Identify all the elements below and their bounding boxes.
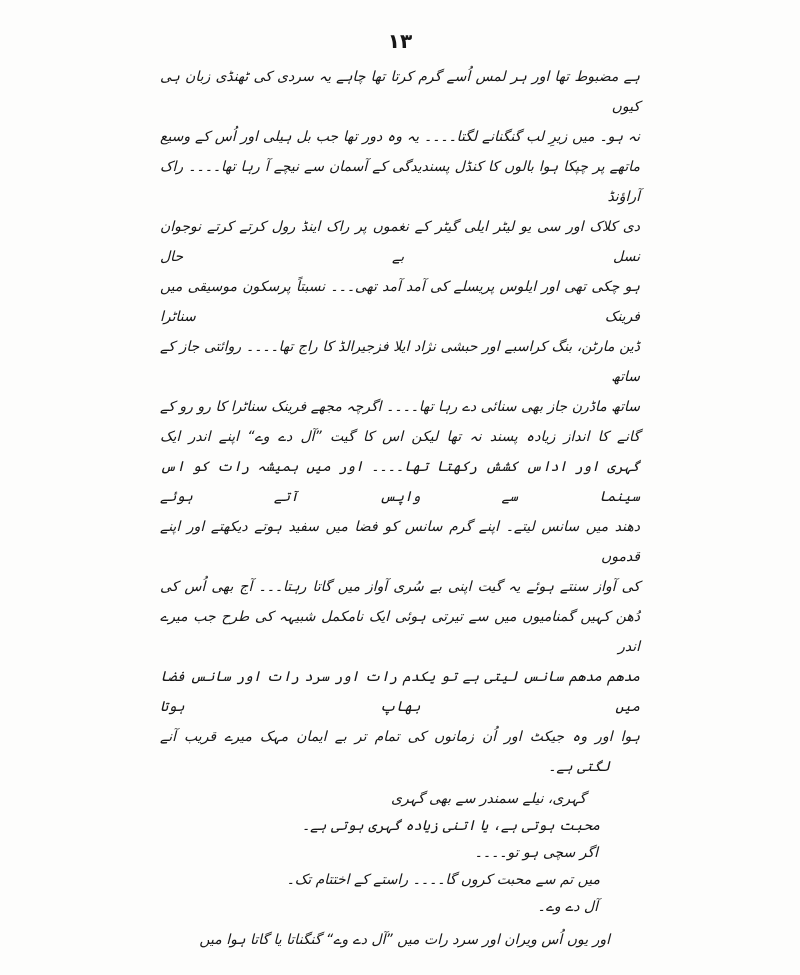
- lyric-line: گہری، نیلے سمندر سے بھی گہری: [391, 791, 586, 807]
- lyric-line: میں تم سے محبت کروں گا۔۔۔۔ راستے کے اختتام تک۔: [286, 872, 600, 888]
- text-line: ہو چکی تھی اور ایلوس پریسلے کی آمد آمد تھی۔۔۔ نسبتاً پرسکون موسیقی میں فرینک سناٹرا: [160, 279, 640, 325]
- text-line: دُھن کہیں گمنامیوں میں سے تیرتی ہوئی ایک نامکمل شبیہہ کی طرح جب میرے اندر: [160, 609, 640, 655]
- text-line: نہ ہو۔ میں زیرِ لب گنگنانے لگتا۔۔۔۔ یہ وہ دور تھا جب بل ہیلی اور اُس کے وسیع: [160, 129, 640, 145]
- text-line: ہے مضبوط تھا اور ہر لمس اُسے گرم کرتا تھا چاہے یہ سردی کی ٹھنڈی زبان ہی کیوں: [160, 69, 640, 115]
- paragraph: [160, 62, 640, 782]
- text-line: ڈین مارٹن، بنگ کراسبے اور حبشی نژاد ایلا فزجیرالڈ کا راج تھا۔۔۔۔ روائتی جاز کے ساتھ: [160, 339, 640, 385]
- text-line: ماتھے پر چپکا ہوا بالوں کا کنڈل پسندیدگی کے آسمان سے نیچے آ رہا تھا۔۔۔۔ راک آراؤنڈ: [160, 159, 640, 205]
- page-number: ۱۳: [387, 29, 413, 53]
- song-lyrics: [160, 786, 640, 921]
- text-line: گہری اور اداس کشش رکھتا تھا۔۔۔۔ اور میں ہمیشہ رات کو اس سینما سے واپس آتے ہوئے: [160, 459, 640, 505]
- text-line: ہوا اور وہ جیکٹ اور اُن زمانوں کی تمام تر بے ایمان مہک میرے قریب آنے: [160, 729, 640, 745]
- text-line: گانے کا انداز زیادہ پسند نہ تھا لیکن اس کا گیت ”آل دے وے“ اپنے اندر ایک: [160, 429, 640, 445]
- lyric-line: آل دے وے۔: [537, 899, 598, 915]
- text-line: کی آواز سنتے ہوئے یہ گیت اپنی بے سُری آواز میں گاتا رہتا۔۔۔ آج بھی اُس کی: [160, 579, 640, 595]
- text-line: دی کلاک اور سی یو لیٹر ایلی گیٹر کے نغموں پر راک اینڈ رول کرتے کرتے نوجوان نسل بے حال: [160, 219, 640, 265]
- text-line: مدھم مدھم سانس لیتی ہے تو یکدم رات اور سرد رات اور سانس فضا میں بھاپ ہوتا: [160, 669, 640, 715]
- text-line: ساتھ ماڈرن جاز بھی سنائی دے رہا تھا۔۔۔۔ اگرچہ مجھے فرینک سناٹرا کا رو رو کے: [160, 399, 640, 415]
- closing-line: اور یوں اُس ویران اور سرد رات میں ”آل دے وے“ گنگناتا یا گاتا ہوا میں: [199, 932, 610, 948]
- text-line: لگتی ہے۔: [548, 759, 610, 775]
- lyric-line: محبت ہوتی ہے، یا اتنی زیادہ گہری ہوتی ہے۔: [301, 818, 600, 834]
- text-line: دھند میں سانس لیتے۔ اپنے گرم سانس کو فضا میں سفید ہوتے دیکھتے اور اپنے قدموں: [160, 519, 640, 565]
- lyric-line: اگر سچی ہو تو۔۔۔۔: [474, 845, 598, 861]
